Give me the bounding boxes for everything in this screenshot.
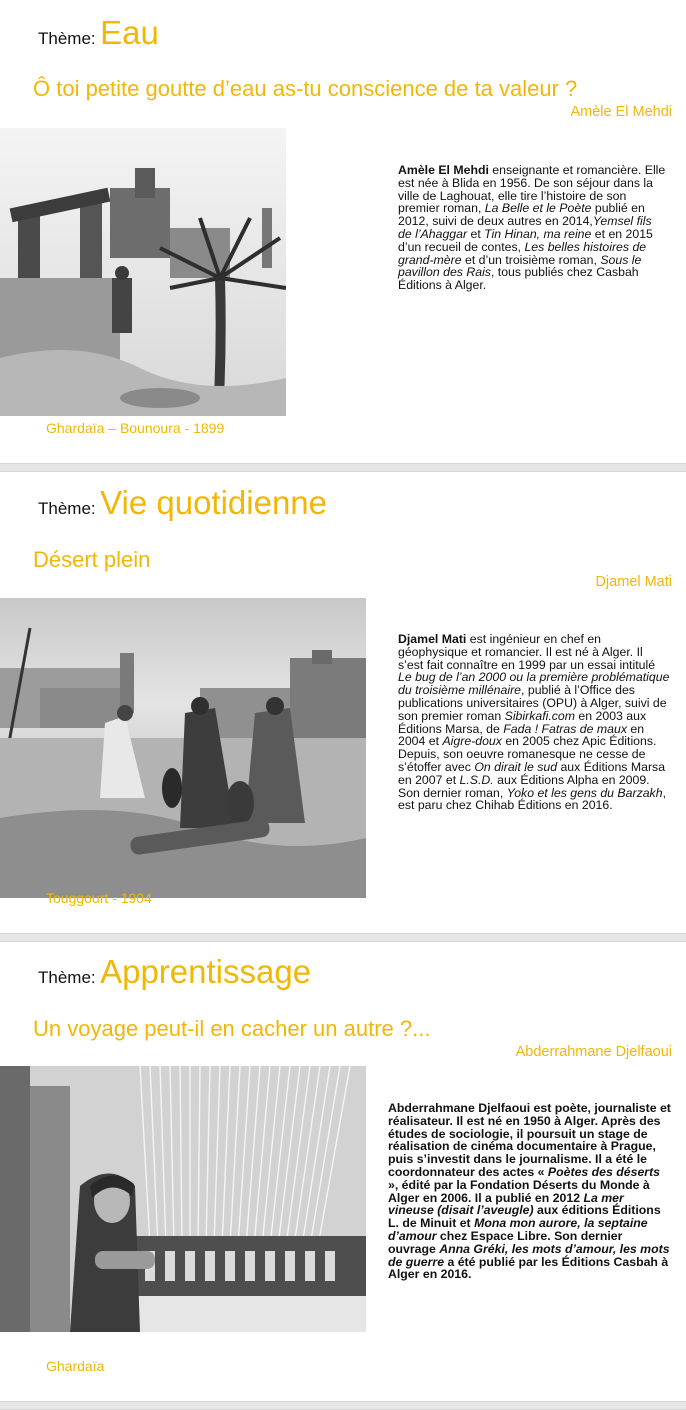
bio-segment: La Belle et le Poète: [484, 201, 592, 216]
bio-segment: est ingénieur en chef en géophysique et romancier. Il est né à Alger. Il s’est fait connaître en 1999 par un essai intitulé: [398, 632, 656, 672]
bio-segment: en 2004 et: [398, 721, 645, 749]
bio-segment: publié en 2012, suivi de deux autres en 2014,: [398, 201, 645, 229]
bio-segment: Fada ! Fatras de maux: [503, 721, 627, 736]
article-title: Ô toi petite goutte d’eau as-tu conscience de ta valeur ?: [33, 76, 578, 101]
section-vie-quotidienne: [0, 472, 686, 932]
theme-heading: [38, 953, 311, 991]
photo-caption: Ghardaïa: [46, 1358, 105, 1374]
bio-segment: aux Éditions Marsa en 2007 et: [398, 759, 666, 787]
loom-photo-image: [0, 1066, 366, 1332]
bio-segment: Le bug de l’an 2000 ou la première problématique du troisième millénaire: [398, 670, 670, 698]
bio-segment: Yoko et les gens du Barzakh: [506, 785, 663, 800]
bio-segment: aux Éditions Alpha en 2009. Son dernier roman,: [398, 772, 650, 800]
author-name: Amèle El Mehdi: [570, 104, 672, 120]
author-bio: [388, 1102, 672, 1281]
section-eau: [0, 0, 686, 462]
bio-segment: Les belles histoires de grand-mère: [398, 239, 647, 267]
bio-segment: a été publié par les Éditions Casbah à Alger en 2016.: [388, 1254, 669, 1282]
bio-segment: en 2005 chez Apic Éditions. Depuis, son oeuvre romanesque ne cesse de s’étoffer avec: [398, 734, 657, 774]
bio-segment: Poètes des déserts: [547, 1164, 661, 1179]
bio-segment: enseignante et romancière. Elle est née à Blida en 1956. De son séjour dans la ville de Laghouat, elle tire l’histoire de son premier roman,: [398, 163, 666, 216]
bio-segment: Tin Hinan, ma reine: [484, 226, 592, 241]
theme-heading: [38, 484, 327, 522]
well-photo: [0, 128, 286, 416]
theme-label: Thème:: [38, 499, 96, 518]
bio-segment: La mer vineuse (disait l’aveugle): [388, 1190, 624, 1218]
theme-name: Vie quotidienne: [100, 484, 328, 521]
bio-segment: Mona mon aurore, la septaine d’amour: [388, 1216, 648, 1243]
theme-heading: [38, 14, 159, 52]
bio-segment: On dirait le sud: [474, 759, 558, 774]
well-photo-image: [0, 128, 286, 416]
bio-segment: en 2003 aux Éditions Marsa, de: [398, 708, 647, 736]
loom-photo: [0, 1066, 366, 1332]
author-name: Djamel Mati: [595, 574, 672, 590]
article-title: Désert plein: [33, 547, 151, 572]
bio-segment: , tous publiés chez Casbah Éditions à Alger.: [398, 265, 639, 293]
author-bio: [398, 633, 670, 812]
bio-segment: et d’un troisième roman,: [461, 252, 601, 267]
bio-segment: Amèle El Mehdi: [398, 163, 489, 177]
bio-segment: L.S.D.: [459, 772, 494, 787]
theme-label: Thème:: [38, 29, 96, 48]
theme-label: Thème:: [38, 968, 96, 987]
section-apprentissage: [0, 942, 686, 1408]
theme-name: Eau: [100, 14, 159, 51]
photo-caption: Touggourt - 1904: [46, 890, 152, 906]
street-photo: [0, 598, 366, 898]
bio-segment: , publié à l’Office des publications universitaires (OPU) à Alger, suivi de son premier roman: [398, 683, 667, 723]
section-separator: [0, 1401, 686, 1410]
bio-segment: », édité par la Fondation Déserts du Monde à Alger en 2006. Il a publié en 2012: [388, 1177, 650, 1205]
bio-segment: , est paru chez Chihab Éditions en 2016.: [398, 785, 666, 813]
author-bio: [398, 164, 668, 292]
bio-segment: Sibirkafi.com: [504, 708, 576, 723]
bio-segment: Abderrahmane Djelfaoui est poète, journaliste et réalisateur. Il est né en 1950 à Alger. Après des études de sociologie, il poursuit un stage de réalisation de cinéma documentaire à Prague, puis s’investit dans le journalisme. Il a été le coordonnateur des actes «: [388, 1101, 671, 1179]
author-name: Abderrahmane Djelfaoui: [515, 1044, 672, 1060]
bio-segment: chez Espace Libre. Son dernier ouvrage: [388, 1228, 623, 1256]
bio-segment: et en 2015 d’un recueil de contes,: [398, 226, 653, 254]
section-separator: [0, 463, 686, 472]
bio-segment: aux éditions Éditions L. de Minuit et: [388, 1203, 661, 1231]
bio-segment: Anna Gréki, les mots d’amour, les mots de guerre: [388, 1241, 670, 1269]
bio-segment: et: [467, 226, 485, 241]
theme-name: Apprentissage: [100, 953, 312, 990]
bio-segment: Djamel Mati: [398, 632, 467, 646]
photo-caption: Ghardaïa – Bounoura - 1899: [46, 420, 225, 436]
section-separator: [0, 933, 686, 942]
bio-segment: Yemsel fils de l’Ahaggar: [398, 214, 652, 241]
street-photo-image: [0, 598, 366, 898]
bio-segment: Aigre-doux: [442, 734, 502, 749]
bio-segment: Sous le pavillon des Rais: [398, 252, 642, 280]
article-title: Un voyage peut-il en cacher un autre ?...: [33, 1016, 431, 1041]
